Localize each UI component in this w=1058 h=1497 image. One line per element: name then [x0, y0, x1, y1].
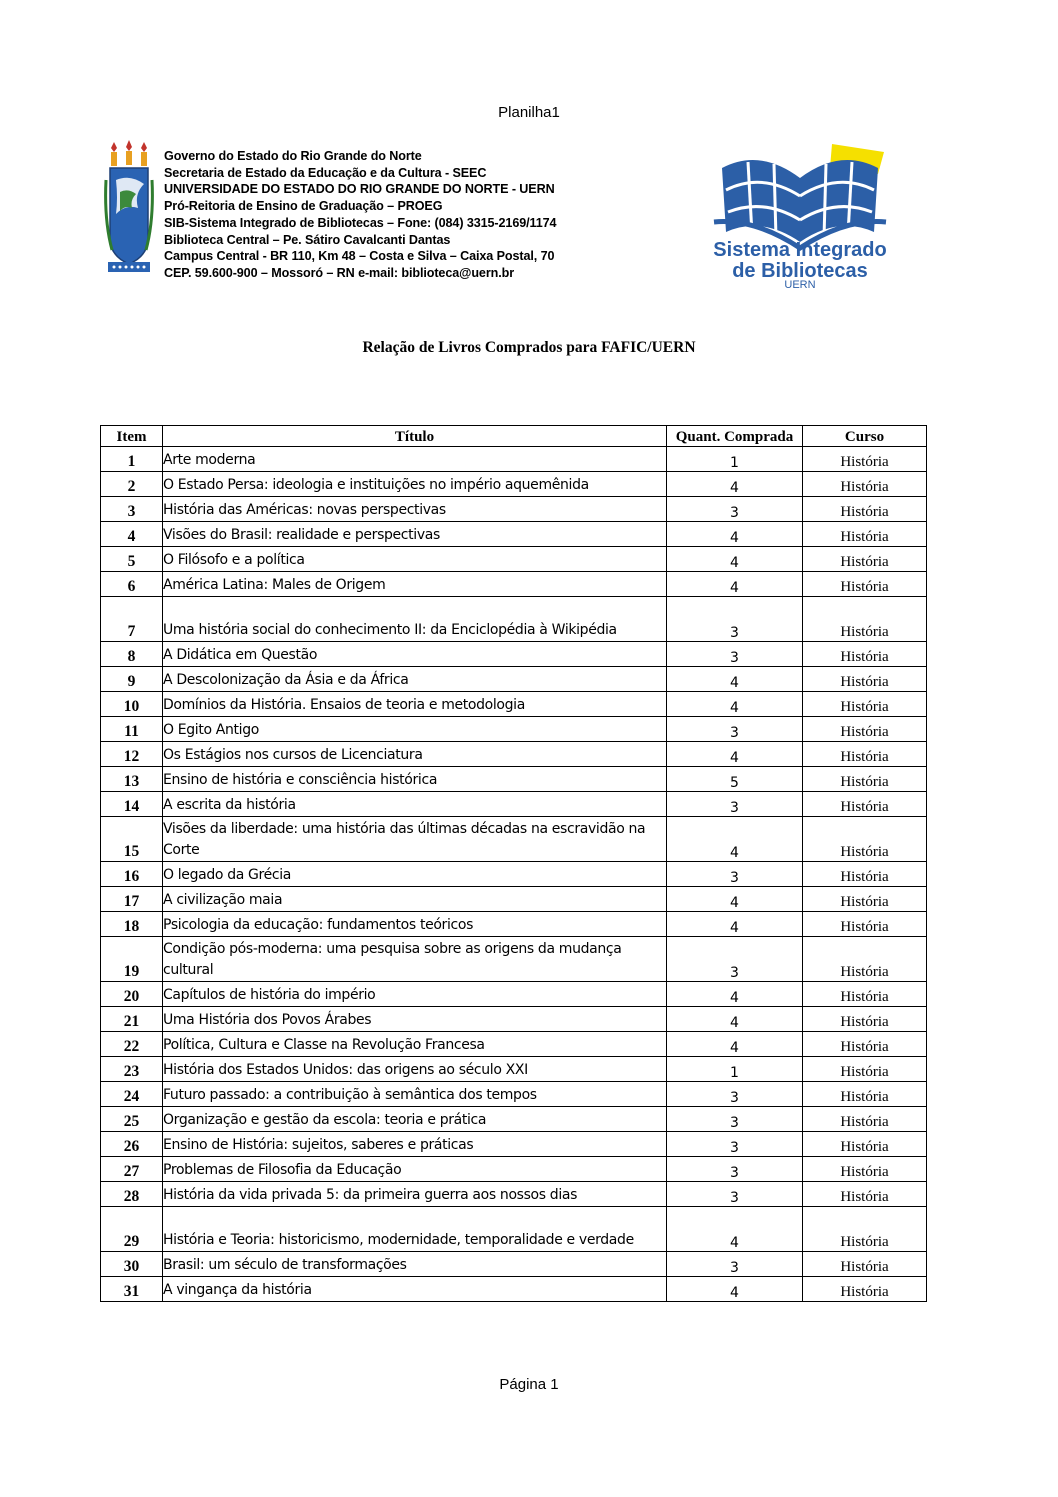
- header-line: CEP. 59.600-900 – Mossoró – RN e-mail: biblioteca@uern.br: [164, 265, 514, 280]
- cell-quantity: 3: [667, 717, 803, 742]
- table-row: [101, 1207, 927, 1252]
- cell-item-number: 20: [101, 982, 163, 1007]
- header-line: Secretaria de Estado da Educação e da Cultura - SEEC: [164, 165, 487, 180]
- cell-quantity: 3: [667, 1107, 803, 1132]
- logo-title-line2: de Bibliotecas: [732, 260, 868, 282]
- cell-quantity: 3: [667, 642, 803, 667]
- table-row: [101, 887, 927, 912]
- column-header-item: Item: [101, 426, 163, 447]
- cell-book-title: História dos Estados Unidos: das origens ao século XXI: [163, 1057, 667, 1082]
- cell-course: História: [803, 667, 927, 692]
- cell-book-title: O Estado Persa: ideologia e instituições no império aquemênida: [163, 472, 667, 497]
- cell-book-title: Capítulos de história do império: [163, 982, 667, 1007]
- cell-item-number: 14: [101, 792, 163, 817]
- cell-course: História: [803, 447, 927, 472]
- cell-item-number: 15: [101, 817, 163, 862]
- cell-book-title: A civilização maia: [163, 887, 667, 912]
- cell-item-number: 9: [101, 667, 163, 692]
- cell-book-title: Ensino de História: sujeitos, saberes e práticas: [163, 1132, 667, 1157]
- cell-course: História: [803, 1207, 927, 1252]
- table-row: [101, 1107, 927, 1132]
- cell-item-number: 13: [101, 767, 163, 792]
- cell-item-number: 30: [101, 1252, 163, 1277]
- cell-course: História: [803, 817, 927, 862]
- cell-course: História: [803, 937, 927, 982]
- logo-subtitle: UERN: [784, 279, 816, 291]
- cell-course: História: [803, 1032, 927, 1057]
- cell-course: História: [803, 1132, 927, 1157]
- cell-item-number: 11: [101, 717, 163, 742]
- cell-quantity: 4: [667, 912, 803, 937]
- state-coat-of-arms-icon: [104, 140, 154, 280]
- cell-item-number: 2: [101, 472, 163, 497]
- books-table: [100, 425, 927, 1302]
- table-row: [101, 642, 927, 667]
- table-row: [101, 1277, 927, 1302]
- cell-course: História: [803, 547, 927, 572]
- cell-quantity: 4: [667, 982, 803, 1007]
- table-row: [101, 742, 927, 767]
- cell-item-number: 17: [101, 887, 163, 912]
- cell-book-title: História e Teoria: historicismo, modernidade, temporalidade e verdade: [163, 1207, 667, 1252]
- cell-book-title: Domínios da História. Ensaios de teoria e metodologia: [163, 692, 667, 717]
- cell-course: História: [803, 792, 927, 817]
- cell-course: História: [803, 742, 927, 767]
- table-row: [101, 547, 927, 572]
- cell-book-title: Psicologia da educação: fundamentos teóricos: [163, 912, 667, 937]
- cell-book-title: América Latina: Males de Origem: [163, 572, 667, 597]
- table-row: [101, 667, 927, 692]
- table-row: [101, 472, 927, 497]
- cell-quantity: 4: [667, 547, 803, 572]
- cell-book-title: História da vida privada 5: da primeira guerra aos nossos dias: [163, 1182, 667, 1207]
- cell-course: História: [803, 1107, 927, 1132]
- cell-quantity: 4: [667, 887, 803, 912]
- cell-course: História: [803, 982, 927, 1007]
- cell-item-number: 28: [101, 1182, 163, 1207]
- cell-course: História: [803, 1252, 927, 1277]
- cell-book-title: Problemas de Filosofia da Educação: [163, 1157, 667, 1182]
- cell-item-number: 29: [101, 1207, 163, 1252]
- table-row: [101, 1157, 927, 1182]
- table-row: [101, 447, 927, 472]
- cell-quantity: 4: [667, 572, 803, 597]
- table-row: [101, 522, 927, 547]
- cell-quantity: 3: [667, 862, 803, 887]
- cell-quantity: 3: [667, 497, 803, 522]
- cell-item-number: 26: [101, 1132, 163, 1157]
- cell-course: História: [803, 472, 927, 497]
- cell-item-number: 10: [101, 692, 163, 717]
- cell-course: História: [803, 1082, 927, 1107]
- cell-course: História: [803, 1277, 927, 1302]
- cell-book-title: A escrita da história: [163, 792, 667, 817]
- logo-title-line1: Sistema Integrado: [713, 239, 887, 261]
- cell-course: História: [803, 692, 927, 717]
- cell-item-number: 24: [101, 1082, 163, 1107]
- cell-item-number: 4: [101, 522, 163, 547]
- cell-quantity: 4: [667, 522, 803, 547]
- table-row: [101, 817, 927, 862]
- table-row: [101, 792, 927, 817]
- cell-quantity: 3: [667, 792, 803, 817]
- cell-item-number: 5: [101, 547, 163, 572]
- cell-item-number: 16: [101, 862, 163, 887]
- column-header-quantity: Quant. Comprada: [667, 426, 803, 447]
- cell-course: História: [803, 1007, 927, 1032]
- cell-quantity: 5: [667, 767, 803, 792]
- cell-quantity: 1: [667, 1057, 803, 1082]
- cell-book-title: Futuro passado: a contribuição à semântica dos tempos: [163, 1082, 667, 1107]
- table-row: [101, 1007, 927, 1032]
- cell-quantity: 4: [667, 1032, 803, 1057]
- table-row: [101, 912, 927, 937]
- cell-course: História: [803, 1057, 927, 1082]
- table-row: [101, 1132, 927, 1157]
- table-row: [101, 1182, 927, 1207]
- document-title: Relação de Livros Comprados para FAFIC/UERN: [362, 339, 696, 356]
- table-row: [101, 1252, 927, 1277]
- cell-book-title: O legado da Grécia: [163, 862, 667, 887]
- cell-quantity: 4: [667, 1277, 803, 1302]
- cell-book-title: A Didática em Questão: [163, 642, 667, 667]
- cell-book-title: Visões do Brasil: realidade e perspectivas: [163, 522, 667, 547]
- cell-book-title: Os Estágios nos cursos de Licenciatura: [163, 742, 667, 767]
- header-line: Biblioteca Central – Pe. Sátiro Cavalcanti Dantas: [164, 232, 451, 247]
- cell-item-number: 7: [101, 597, 163, 642]
- cell-course: História: [803, 522, 927, 547]
- cell-quantity: 3: [667, 937, 803, 982]
- table-row: [101, 497, 927, 522]
- table-body: [101, 447, 927, 1302]
- cell-course: História: [803, 912, 927, 937]
- cell-item-number: 21: [101, 1007, 163, 1032]
- cell-item-number: 23: [101, 1057, 163, 1082]
- table-row: [101, 982, 927, 1007]
- header-line: UNIVERSIDADE DO ESTADO DO RIO GRANDE DO NORTE - UERN: [164, 182, 555, 197]
- cell-book-title: O Filósofo e a política: [163, 547, 667, 572]
- header-line: Campus Central - BR 110, Km 48 – Costa e Silva – Caixa Postal, 70: [164, 249, 555, 264]
- cell-course: História: [803, 642, 927, 667]
- header-line: SIB-Sistema Integrado de Bibliotecas – Fone: (084) 3315-2169/1174: [164, 215, 557, 230]
- table-row: [101, 692, 927, 717]
- table-row: [101, 937, 927, 982]
- cell-course: História: [803, 887, 927, 912]
- cell-book-title: Uma história social do conhecimento II: da Enciclopédia à Wikipédia: [163, 597, 667, 642]
- cell-item-number: 12: [101, 742, 163, 767]
- cell-book-title: O Egito Antigo: [163, 717, 667, 742]
- cell-quantity: 4: [667, 817, 803, 862]
- cell-quantity: 3: [667, 1082, 803, 1107]
- header-line: Pró-Reitoria de Ensino de Graduação – PROEG: [164, 199, 443, 214]
- cell-quantity: 3: [667, 1157, 803, 1182]
- cell-quantity: 3: [667, 597, 803, 642]
- header-line: Governo do Estado do Rio Grande do Norte: [164, 149, 422, 163]
- cell-item-number: 8: [101, 642, 163, 667]
- cell-item-number: 25: [101, 1107, 163, 1132]
- table-header-row: [101, 426, 927, 447]
- page-footer: Página 1: [499, 1376, 559, 1393]
- institution-header: [164, 148, 556, 282]
- cell-course: História: [803, 1182, 927, 1207]
- table-row: [101, 717, 927, 742]
- cell-quantity: 4: [667, 667, 803, 692]
- column-header-title: Título: [163, 426, 667, 447]
- cell-book-title: Arte moderna: [163, 447, 667, 472]
- cell-course: História: [803, 497, 927, 522]
- cell-book-title: Ensino de história e consciência histórica: [163, 767, 667, 792]
- table-row: [101, 767, 927, 792]
- cell-book-title: Visões da liberdade: uma história das últimas décadas na escravidão na Corte: [163, 817, 667, 862]
- cell-course: História: [803, 597, 927, 642]
- sheet-name: Planilha1: [498, 104, 560, 121]
- cell-course: História: [803, 1157, 927, 1182]
- cell-item-number: 18: [101, 912, 163, 937]
- cell-course: História: [803, 767, 927, 792]
- cell-course: História: [803, 572, 927, 597]
- cell-item-number: 27: [101, 1157, 163, 1182]
- cell-item-number: 19: [101, 937, 163, 982]
- cell-quantity: 4: [667, 692, 803, 717]
- cell-book-title: Uma História dos Povos Árabes: [163, 1007, 667, 1032]
- cell-book-title: A vingança da história: [163, 1277, 667, 1302]
- cell-quantity: 1: [667, 447, 803, 472]
- cell-item-number: 6: [101, 572, 163, 597]
- cell-book-title: Condição pós-moderna: uma pesquisa sobre as origens da mudança cultural: [163, 937, 667, 982]
- cell-quantity: 4: [667, 742, 803, 767]
- cell-quantity: 4: [667, 472, 803, 497]
- cell-book-title: Brasil: um século de transformações: [163, 1252, 667, 1277]
- cell-quantity: 3: [667, 1252, 803, 1277]
- table-row: [101, 572, 927, 597]
- cell-course: História: [803, 862, 927, 887]
- cell-quantity: 4: [667, 1007, 803, 1032]
- table-row: [101, 1032, 927, 1057]
- table-row: [101, 1082, 927, 1107]
- cell-book-title: Política, Cultura e Classe na Revolução Francesa: [163, 1032, 667, 1057]
- cell-quantity: 4: [667, 1207, 803, 1252]
- cell-item-number: 1: [101, 447, 163, 472]
- cell-course: História: [803, 717, 927, 742]
- cell-item-number: 22: [101, 1032, 163, 1057]
- table-row: [101, 597, 927, 642]
- cell-book-title: Organização e gestão da escola: teoria e prática: [163, 1107, 667, 1132]
- cell-quantity: 3: [667, 1182, 803, 1207]
- cell-item-number: 3: [101, 497, 163, 522]
- table-row: [101, 1057, 927, 1082]
- table-row: [101, 862, 927, 887]
- cell-book-title: A Descolonização da Ásia e da África: [163, 667, 667, 692]
- cell-book-title: História das Américas: novas perspectivas: [163, 497, 667, 522]
- cell-item-number: 31: [101, 1277, 163, 1302]
- column-header-course: Curso: [803, 426, 927, 447]
- cell-quantity: 3: [667, 1132, 803, 1157]
